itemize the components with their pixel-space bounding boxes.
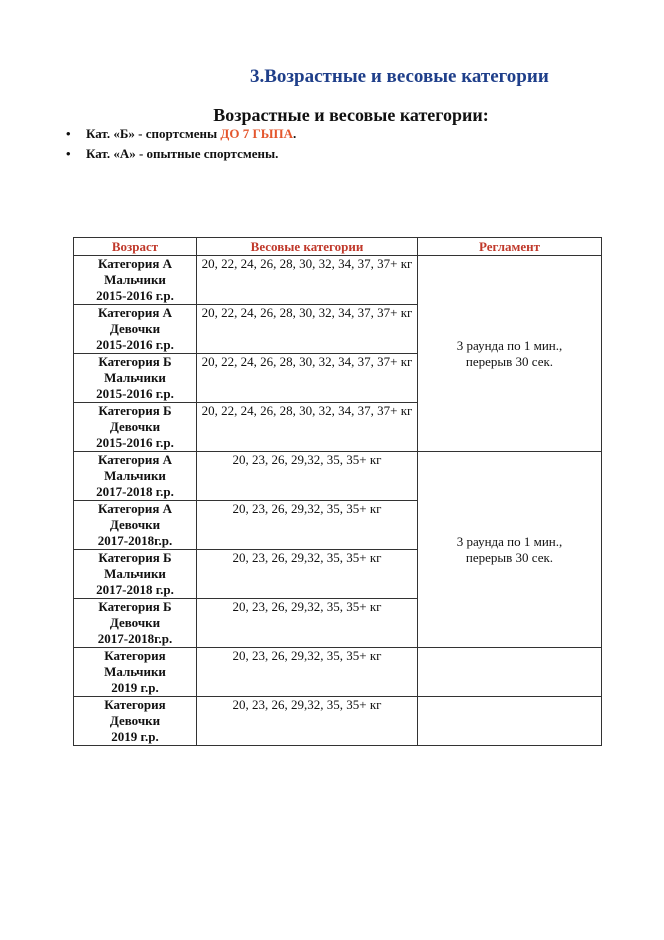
categories-table bbox=[73, 237, 602, 746]
age-cell bbox=[74, 354, 197, 403]
age-line: Девочки bbox=[109, 321, 161, 336]
bullet-icon: • bbox=[66, 126, 71, 141]
category-list bbox=[66, 124, 296, 164]
age-line: 2019 г.р. bbox=[111, 729, 159, 744]
age-line: 2017-2018 г.р. bbox=[96, 582, 174, 597]
weights-cell: 20, 23, 26, 29,32, 35, 35+ кг bbox=[197, 501, 418, 550]
age-cell bbox=[74, 550, 197, 599]
age-cell bbox=[74, 403, 197, 452]
age-line: Мальчики bbox=[104, 370, 166, 385]
regulation-cell bbox=[418, 256, 602, 452]
age-line: Девочки bbox=[109, 713, 161, 728]
weights-cell: 20, 23, 26, 29,32, 35, 35+ кг bbox=[197, 599, 418, 648]
age-line: 2015-2016 г.р. bbox=[96, 288, 174, 303]
regulation-cell-empty bbox=[418, 697, 602, 746]
age-line: Категория А bbox=[97, 452, 173, 467]
regulation-cell bbox=[418, 452, 602, 648]
bullet-text: Кат. «А» - опытные спортсмены. bbox=[86, 146, 279, 161]
weights-cell: 20, 23, 26, 29,32, 35, 35+ кг bbox=[197, 697, 418, 746]
table-row bbox=[74, 648, 602, 697]
regulation-cell-empty bbox=[418, 648, 602, 697]
age-cell bbox=[74, 452, 197, 501]
age-line: Девочки bbox=[109, 615, 161, 630]
weights-cell: 20, 22, 24, 26, 28, 30, 32, 34, 37, 37+ кг bbox=[197, 354, 418, 403]
bullet-suffix: . bbox=[293, 126, 297, 141]
age-line: 2017-2018г.р. bbox=[97, 631, 173, 646]
age-cell bbox=[74, 697, 197, 746]
list-item bbox=[66, 144, 296, 164]
subtitle: Возрастные и весовые категории: bbox=[213, 105, 489, 125]
table-row bbox=[74, 452, 602, 501]
age-line: 2017-2018 г.р. bbox=[96, 484, 174, 499]
age-line: 2019 г.р. bbox=[111, 680, 159, 695]
bullet-text: Кат. «Б» - спортсмены bbox=[86, 126, 221, 141]
age-line: Категория А bbox=[97, 256, 173, 271]
age-line: Мальчики bbox=[104, 468, 166, 483]
age-line: 2015-2016 г.р. bbox=[96, 337, 174, 352]
weights-cell: 20, 23, 26, 29,32, 35, 35+ кг bbox=[197, 550, 418, 599]
age-cell bbox=[74, 501, 197, 550]
age-line: Категория bbox=[104, 697, 166, 712]
age-cell bbox=[74, 305, 197, 354]
regulation-line: 3 раунда по 1 мин., bbox=[456, 337, 563, 353]
table-row bbox=[74, 697, 602, 746]
table-row bbox=[74, 256, 602, 305]
age-line: Категория А bbox=[97, 305, 173, 320]
bullet-highlight: ДО 7 ГЫПА bbox=[220, 126, 293, 141]
weights-cell: 20, 22, 24, 26, 28, 30, 32, 34, 37, 37+ кг bbox=[197, 256, 418, 305]
weights-cell: 20, 23, 26, 29,32, 35, 35+ кг bbox=[197, 452, 418, 501]
regulation-line: 3 раунда по 1 мин., bbox=[456, 533, 563, 549]
header-regulation: Регламент bbox=[418, 238, 602, 256]
weights-cell: 20, 22, 24, 26, 28, 30, 32, 34, 37, 37+ кг bbox=[197, 305, 418, 354]
age-line: Мальчики bbox=[104, 664, 166, 679]
age-cell bbox=[74, 256, 197, 305]
age-line: Мальчики bbox=[104, 566, 166, 581]
section-title: 3.Возрастные и весовые категории bbox=[250, 66, 549, 87]
age-line: Категория Б bbox=[98, 550, 172, 565]
age-line: 2015-2016 г.р. bbox=[96, 386, 174, 401]
age-line: Категория Б bbox=[98, 354, 172, 369]
list-item bbox=[66, 124, 296, 144]
regulation-line: перерыв 30 сек. bbox=[465, 353, 554, 369]
age-line: 2015-2016 г.р. bbox=[96, 435, 174, 450]
bullet-icon: • bbox=[66, 146, 71, 161]
header-weights: Весовые категории bbox=[197, 238, 418, 256]
weights-cell: 20, 22, 24, 26, 28, 30, 32, 34, 37, 37+ кг bbox=[197, 403, 418, 452]
age-cell bbox=[74, 648, 197, 697]
age-line: Категория bbox=[104, 648, 166, 663]
age-line: Девочки bbox=[109, 419, 161, 434]
age-line: Категория Б bbox=[98, 599, 172, 614]
age-line: Категория А bbox=[97, 501, 173, 516]
header-age: Возраст bbox=[74, 238, 197, 256]
weights-cell: 20, 23, 26, 29,32, 35, 35+ кг bbox=[197, 648, 418, 697]
table-header-row bbox=[74, 238, 602, 256]
age-line: 2017-2018г.р. bbox=[97, 533, 173, 548]
age-line: Девочки bbox=[109, 517, 161, 532]
age-line: Категория Б bbox=[98, 403, 172, 418]
age-cell bbox=[74, 599, 197, 648]
age-line: Мальчики bbox=[104, 272, 166, 287]
regulation-line: перерыв 30 сек. bbox=[465, 549, 554, 565]
